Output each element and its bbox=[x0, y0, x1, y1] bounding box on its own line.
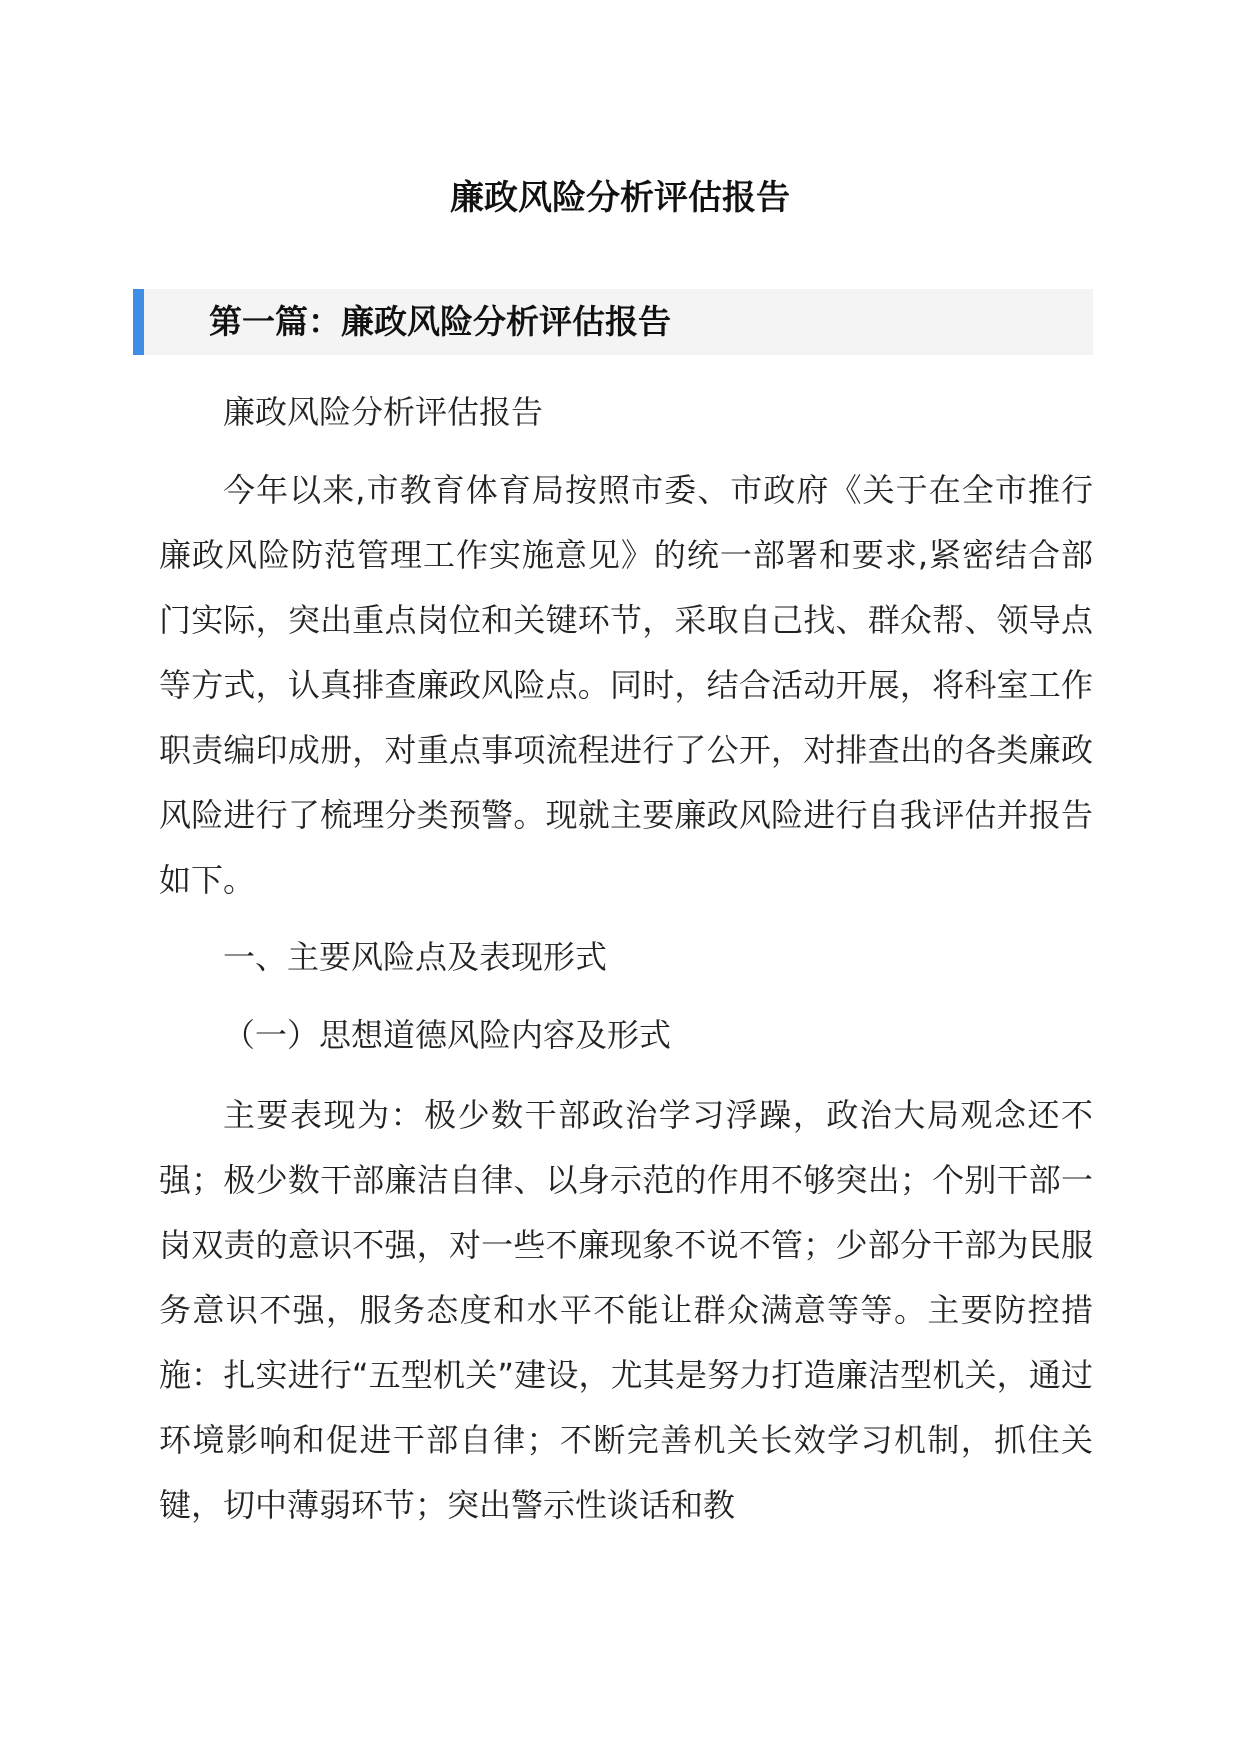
paragraph-intro: 今年以来,市教育体育局按照市委、市政府《关于在全市推行廉政风险防范管理工作实施意见》的统一部署和要求,紧密结合部门实际，突出重点岗位和关键环节，采取自己找、群众帮、领导点等方式，认真排查廉政风险点。同时，结合活动开展，将科室工作职责编印成册，对重点事项流程进行了公开，对排查出的各类廉政风险进行了梳理分类预警。现就主要廉政风险进行自我评估并报告如下。 bbox=[159, 471, 1093, 899]
chapter-heading: 第一篇：廉政风险分析评估报告 bbox=[209, 302, 671, 341]
section-heading-risk-points: 一、主要风险点及表现形式 bbox=[223, 938, 608, 976]
paragraph-moral-risk-details: 主要表现为：极少数干部政治学习浮躁，政治大局观念还不强；极少数干部廉洁自律、以身示范的作用不够突出；个别干部一岗双责的意识不强，对一些不廉现象不说不管；少部分干部为民服务意识不强，服务态度和水平不能让群众满意等等。主要防控措施：扎实进行“五型机关”建设，尤其是努力打造廉洁型机关，通过环境影响和促进干部自律；不断完善机关长效学习机制，抓住关键，切中薄弱环节；突出警示性谈话和教 bbox=[159, 1096, 1093, 1524]
document-title: 廉政风险分析评估报告 bbox=[450, 178, 790, 218]
chapter-heading-bar bbox=[133, 289, 1093, 355]
chapter-accent-stripe bbox=[133, 289, 144, 355]
subsection-heading-moral-risk: （一）思想道德风险内容及形式 bbox=[223, 1016, 672, 1054]
paragraph-report-title: 廉政风险分析评估报告 bbox=[223, 393, 544, 431]
